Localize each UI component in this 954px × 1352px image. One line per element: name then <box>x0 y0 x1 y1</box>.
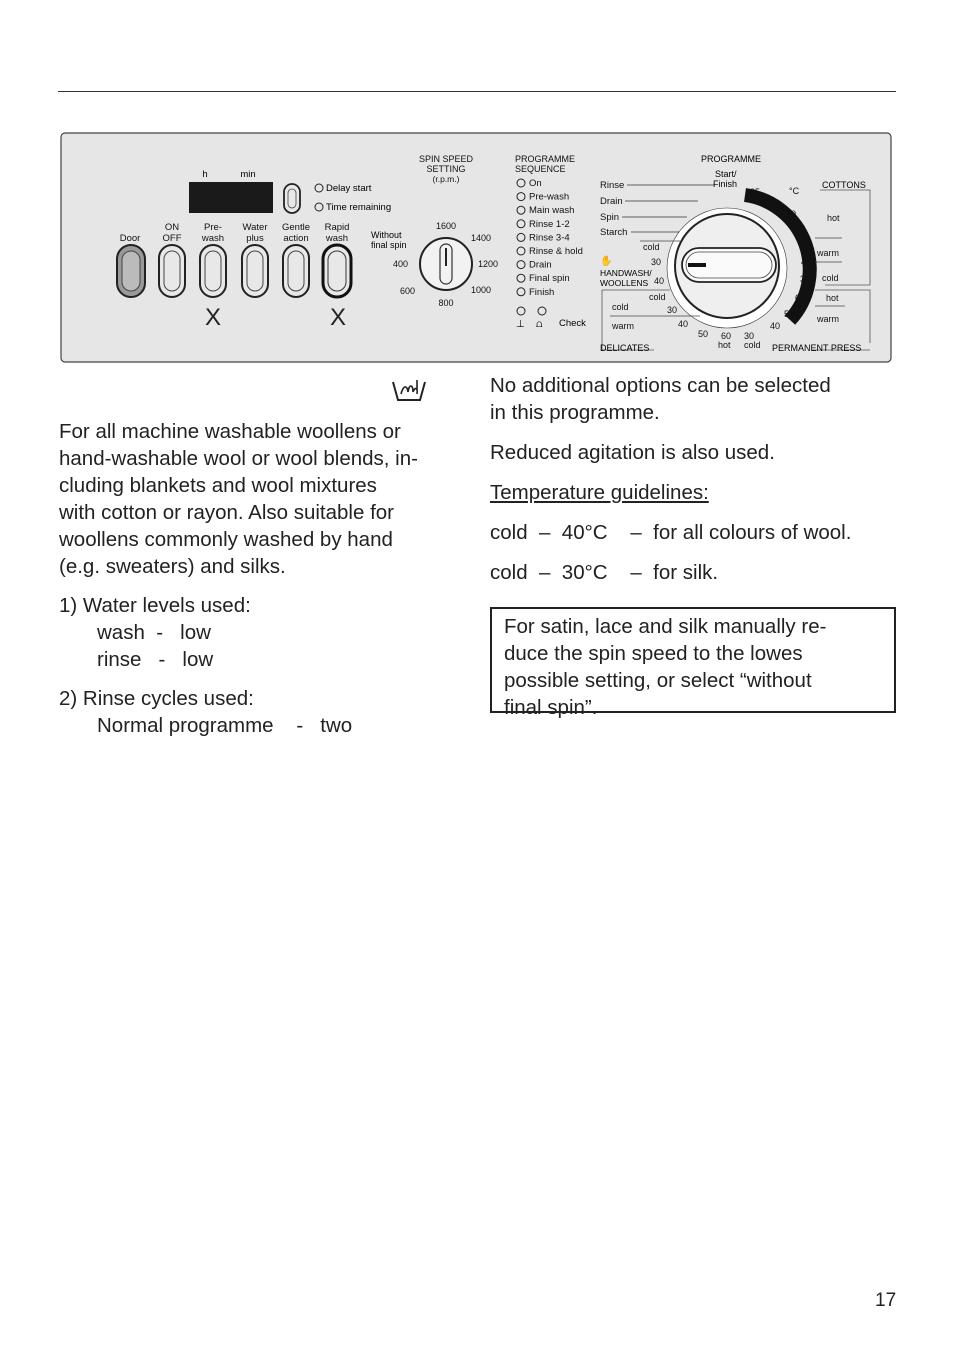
sequence-item-label: Rinse & hold <box>529 246 583 257</box>
x-mark: X <box>204 304 222 331</box>
delicates-temp: hot <box>718 340 731 350</box>
button-rapid-wash[interactable] <box>323 245 351 297</box>
cottons-temp: 80 <box>770 198 781 208</box>
perm-press-label: PERMANENT PRESS <box>772 343 862 353</box>
delicates-temp: cold <box>649 292 666 302</box>
satin-lace-silk-note <box>490 607 896 719</box>
button-water-plus[interactable] <box>242 245 268 297</box>
spin-speed-label: 1200 <box>478 259 499 269</box>
sequence-item-label: Main wash <box>529 205 575 217</box>
delicates-word: warm <box>612 321 634 331</box>
cottons-word: warm <box>817 248 839 258</box>
button-label: wash <box>325 233 349 244</box>
display-min-label: min <box>240 169 256 180</box>
button-door[interactable] <box>117 245 145 297</box>
button-label: Rapid <box>324 222 350 233</box>
temperature-guidelines-heading: Temperature guidelines: <box>490 481 709 504</box>
spin-speed-label: 1600 <box>435 221 457 231</box>
cottons-label: COTTONS <box>822 180 866 190</box>
perm-temp: cold <box>744 340 761 350</box>
control-panel <box>0 0 954 370</box>
sequence-item-label: Drain <box>529 259 552 271</box>
spin-speed-label: 600 <box>400 286 416 296</box>
programme-title: PROGRAMME <box>700 154 762 164</box>
note-line: final spin”. <box>504 696 598 719</box>
guideline-silk: cold – 30°C – for silk. <box>490 561 719 584</box>
spin-speed-knob[interactable] <box>420 238 472 290</box>
handwash-icon: ✋ <box>600 256 613 267</box>
cottons-temp: 50 <box>801 242 812 252</box>
spin-title: SPIN SPEED <box>418 154 474 164</box>
note-line: For satin, lace and silk manually re- <box>504 615 827 638</box>
x-mark: X <box>329 304 347 331</box>
cottons-temp: 60 <box>795 223 806 233</box>
button-label: wash <box>201 233 225 244</box>
button-gentle-action[interactable] <box>283 245 309 297</box>
delicates-word: cold <box>612 302 629 312</box>
intro-line: For all machine washable woollens or <box>59 420 401 443</box>
sequence-item-label: Pre-wash <box>529 191 570 203</box>
options-line: No additional options can be selected <box>490 374 831 397</box>
perm-word: hot <box>826 293 839 303</box>
spin-speed-label: 800 <box>438 298 454 308</box>
sequence-item-label: Rinse 3-4 <box>529 232 570 244</box>
button-label: Water <box>242 222 268 233</box>
note-line: possible setting, or select “without <box>504 669 812 692</box>
perm-word: warm <box>817 314 839 324</box>
programme-left-label: Spin <box>600 212 620 223</box>
options-line: in this programme. <box>490 401 660 424</box>
button-label: OFF <box>162 233 182 244</box>
button-label: ON <box>164 222 180 233</box>
spin-title: SETTING <box>426 164 466 174</box>
water-rinse-level: rinse - low <box>97 648 214 671</box>
delay-start-button[interactable] <box>284 184 300 213</box>
left-column <box>59 418 469 739</box>
programme-left-label: Rinse <box>600 180 625 191</box>
check-label: Check <box>559 318 586 329</box>
tap-icon: ⊥ <box>516 319 525 330</box>
perm-temp: 40 <box>770 321 781 331</box>
display-h-label: h <box>202 169 208 180</box>
sequence-item-label: Rinse 1-2 <box>529 218 570 230</box>
button-on-off[interactable] <box>159 245 185 297</box>
handwash-temp: 40 <box>654 276 665 286</box>
rinse-normal-programme: Normal programme - two <box>97 714 353 737</box>
handwash-label: WOOLLENS <box>600 278 649 288</box>
intro-line: (e.g. sweaters) and silks. <box>59 555 286 578</box>
cottons-word: cold <box>822 273 839 283</box>
cottons-temp: 70 <box>786 209 797 219</box>
cottons-temp: 95 <box>750 187 761 197</box>
programme-knob[interactable] <box>675 214 779 318</box>
right-column <box>490 372 900 586</box>
handwash-temp: cold <box>643 242 660 252</box>
start-finish-label: Start/ <box>715 169 737 179</box>
spin-without-label: final spin <box>371 240 407 250</box>
handwash-temp: 30 <box>651 257 662 267</box>
delicates-label: DELICATES <box>600 343 650 353</box>
programme-left-label: Drain <box>600 196 623 207</box>
cottons-temp: °C <box>789 186 800 196</box>
spin-title: (r.p.m.) <box>432 174 460 184</box>
delicates-temp: 40 <box>678 319 689 329</box>
perm-temp: 30 <box>744 331 755 341</box>
page-number: 17 <box>875 1290 897 1311</box>
spin-speed-label: 1000 <box>471 285 492 295</box>
handwash-label: HANDWASH/ <box>600 268 652 278</box>
cottons-word: hot <box>827 213 840 223</box>
intro-line: woollens commonly washed by hand <box>59 528 393 551</box>
time-display <box>189 182 273 213</box>
drain-icon: ⩍ <box>536 319 543 330</box>
cottons-temp: 40 <box>801 257 812 267</box>
intro-line: cluding blankets and wool mixtures <box>59 474 377 497</box>
button-label: Gentle <box>282 222 310 233</box>
sequence-item-label: Final spin <box>529 273 570 285</box>
button-prewash[interactable] <box>200 245 226 297</box>
time-remaining-label: Time remaining <box>326 202 392 213</box>
start-finish-label: Finish <box>713 179 738 189</box>
spin-without-label: Without <box>371 230 402 240</box>
guideline-wool: cold – 40°C – for all colours of wool. <box>490 521 852 544</box>
note-line: duce the spin speed to the lowes <box>504 642 803 665</box>
spin-speed-label: 400 <box>393 259 409 269</box>
spin-speed-label: 1400 <box>471 233 492 243</box>
delicates-temp: 60 <box>721 331 732 341</box>
button-label: action <box>283 233 309 244</box>
sequence-item-label: Finish <box>529 286 555 298</box>
delicates-temp: 50 <box>698 329 709 339</box>
handwash-symbol-icon <box>391 378 427 404</box>
intro-line: hand-washable wool or wool blends, in- <box>59 447 418 470</box>
cottons-temp: 30 <box>800 274 811 284</box>
programme-left-label: Starch <box>600 227 628 238</box>
sequence-title: SEQUENCE <box>515 164 566 174</box>
button-label: Door <box>119 233 141 244</box>
delicates-temp: 30 <box>667 305 678 315</box>
perm-temp: 50 <box>784 309 795 319</box>
delay-start-label: Delay start <box>326 183 372 194</box>
sequence-title: PROGRAMME <box>515 154 576 164</box>
button-label: Pre- <box>204 222 222 233</box>
intro-line: with cotton or rayon. Also suitable for <box>59 501 395 524</box>
sequence-item-label: On <box>529 178 542 189</box>
button-label: plus <box>246 233 264 244</box>
agitation-line: Reduced agitation is also used. <box>490 441 775 464</box>
rinse-cycles-heading: 2) Rinse cycles used: <box>59 687 254 710</box>
water-wash-level: wash - low <box>97 621 211 644</box>
perm-temp: 60 <box>795 293 806 303</box>
water-levels-heading: 1) Water levels used: <box>59 594 251 617</box>
